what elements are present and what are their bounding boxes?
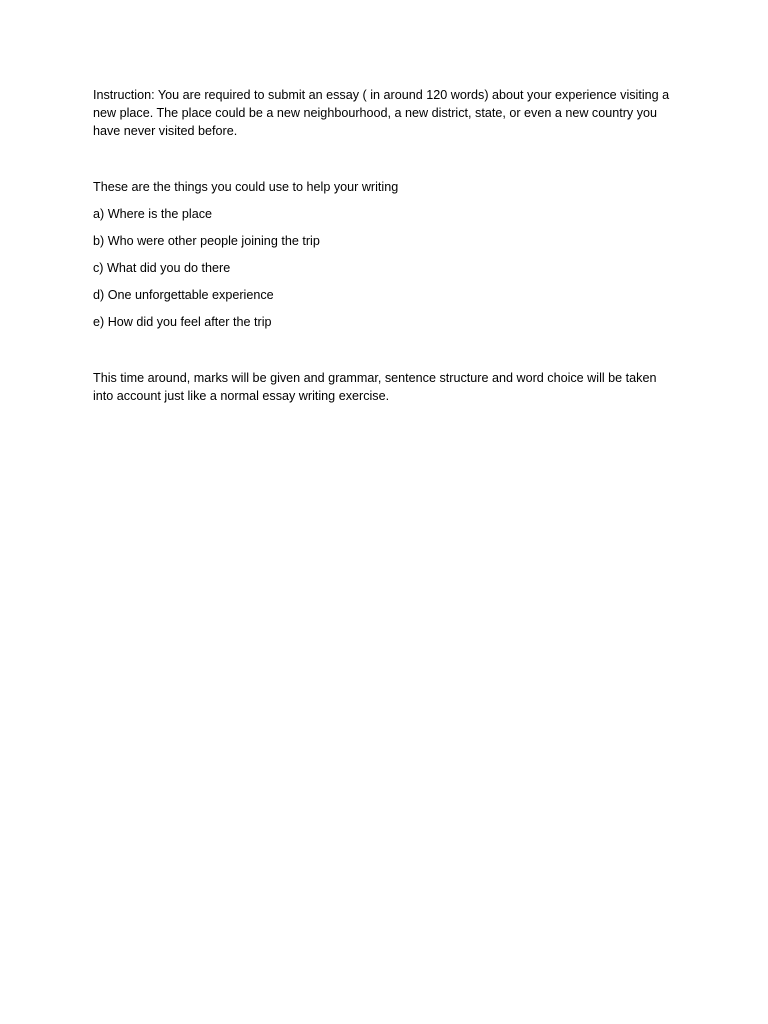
closing-paragraph: This time around, marks will be given and grammar, sentence structure and word choice will be taken into account just like a normal essay writing exercise.: [93, 371, 657, 403]
list-item: c) What did you do there: [93, 261, 231, 275]
list-item: b) Who were other people joining the trip: [93, 234, 320, 248]
instruction-paragraph: Instruction: You are required to submit an essay ( in around 120 words) about your experience visiting a new place. The place could be a new neighbourhood, a new district, state, or even a new country you have never visited before.: [93, 88, 670, 138]
list-item: e) How did you feel after the trip: [93, 315, 272, 329]
intro-line: These are the things you could use to help your writing: [93, 180, 399, 194]
list-item: d) One unforgettable experience: [93, 288, 274, 302]
list-item: a) Where is the place: [93, 207, 212, 221]
document-body: [93, 86, 673, 405]
prompt-list: [93, 205, 673, 331]
